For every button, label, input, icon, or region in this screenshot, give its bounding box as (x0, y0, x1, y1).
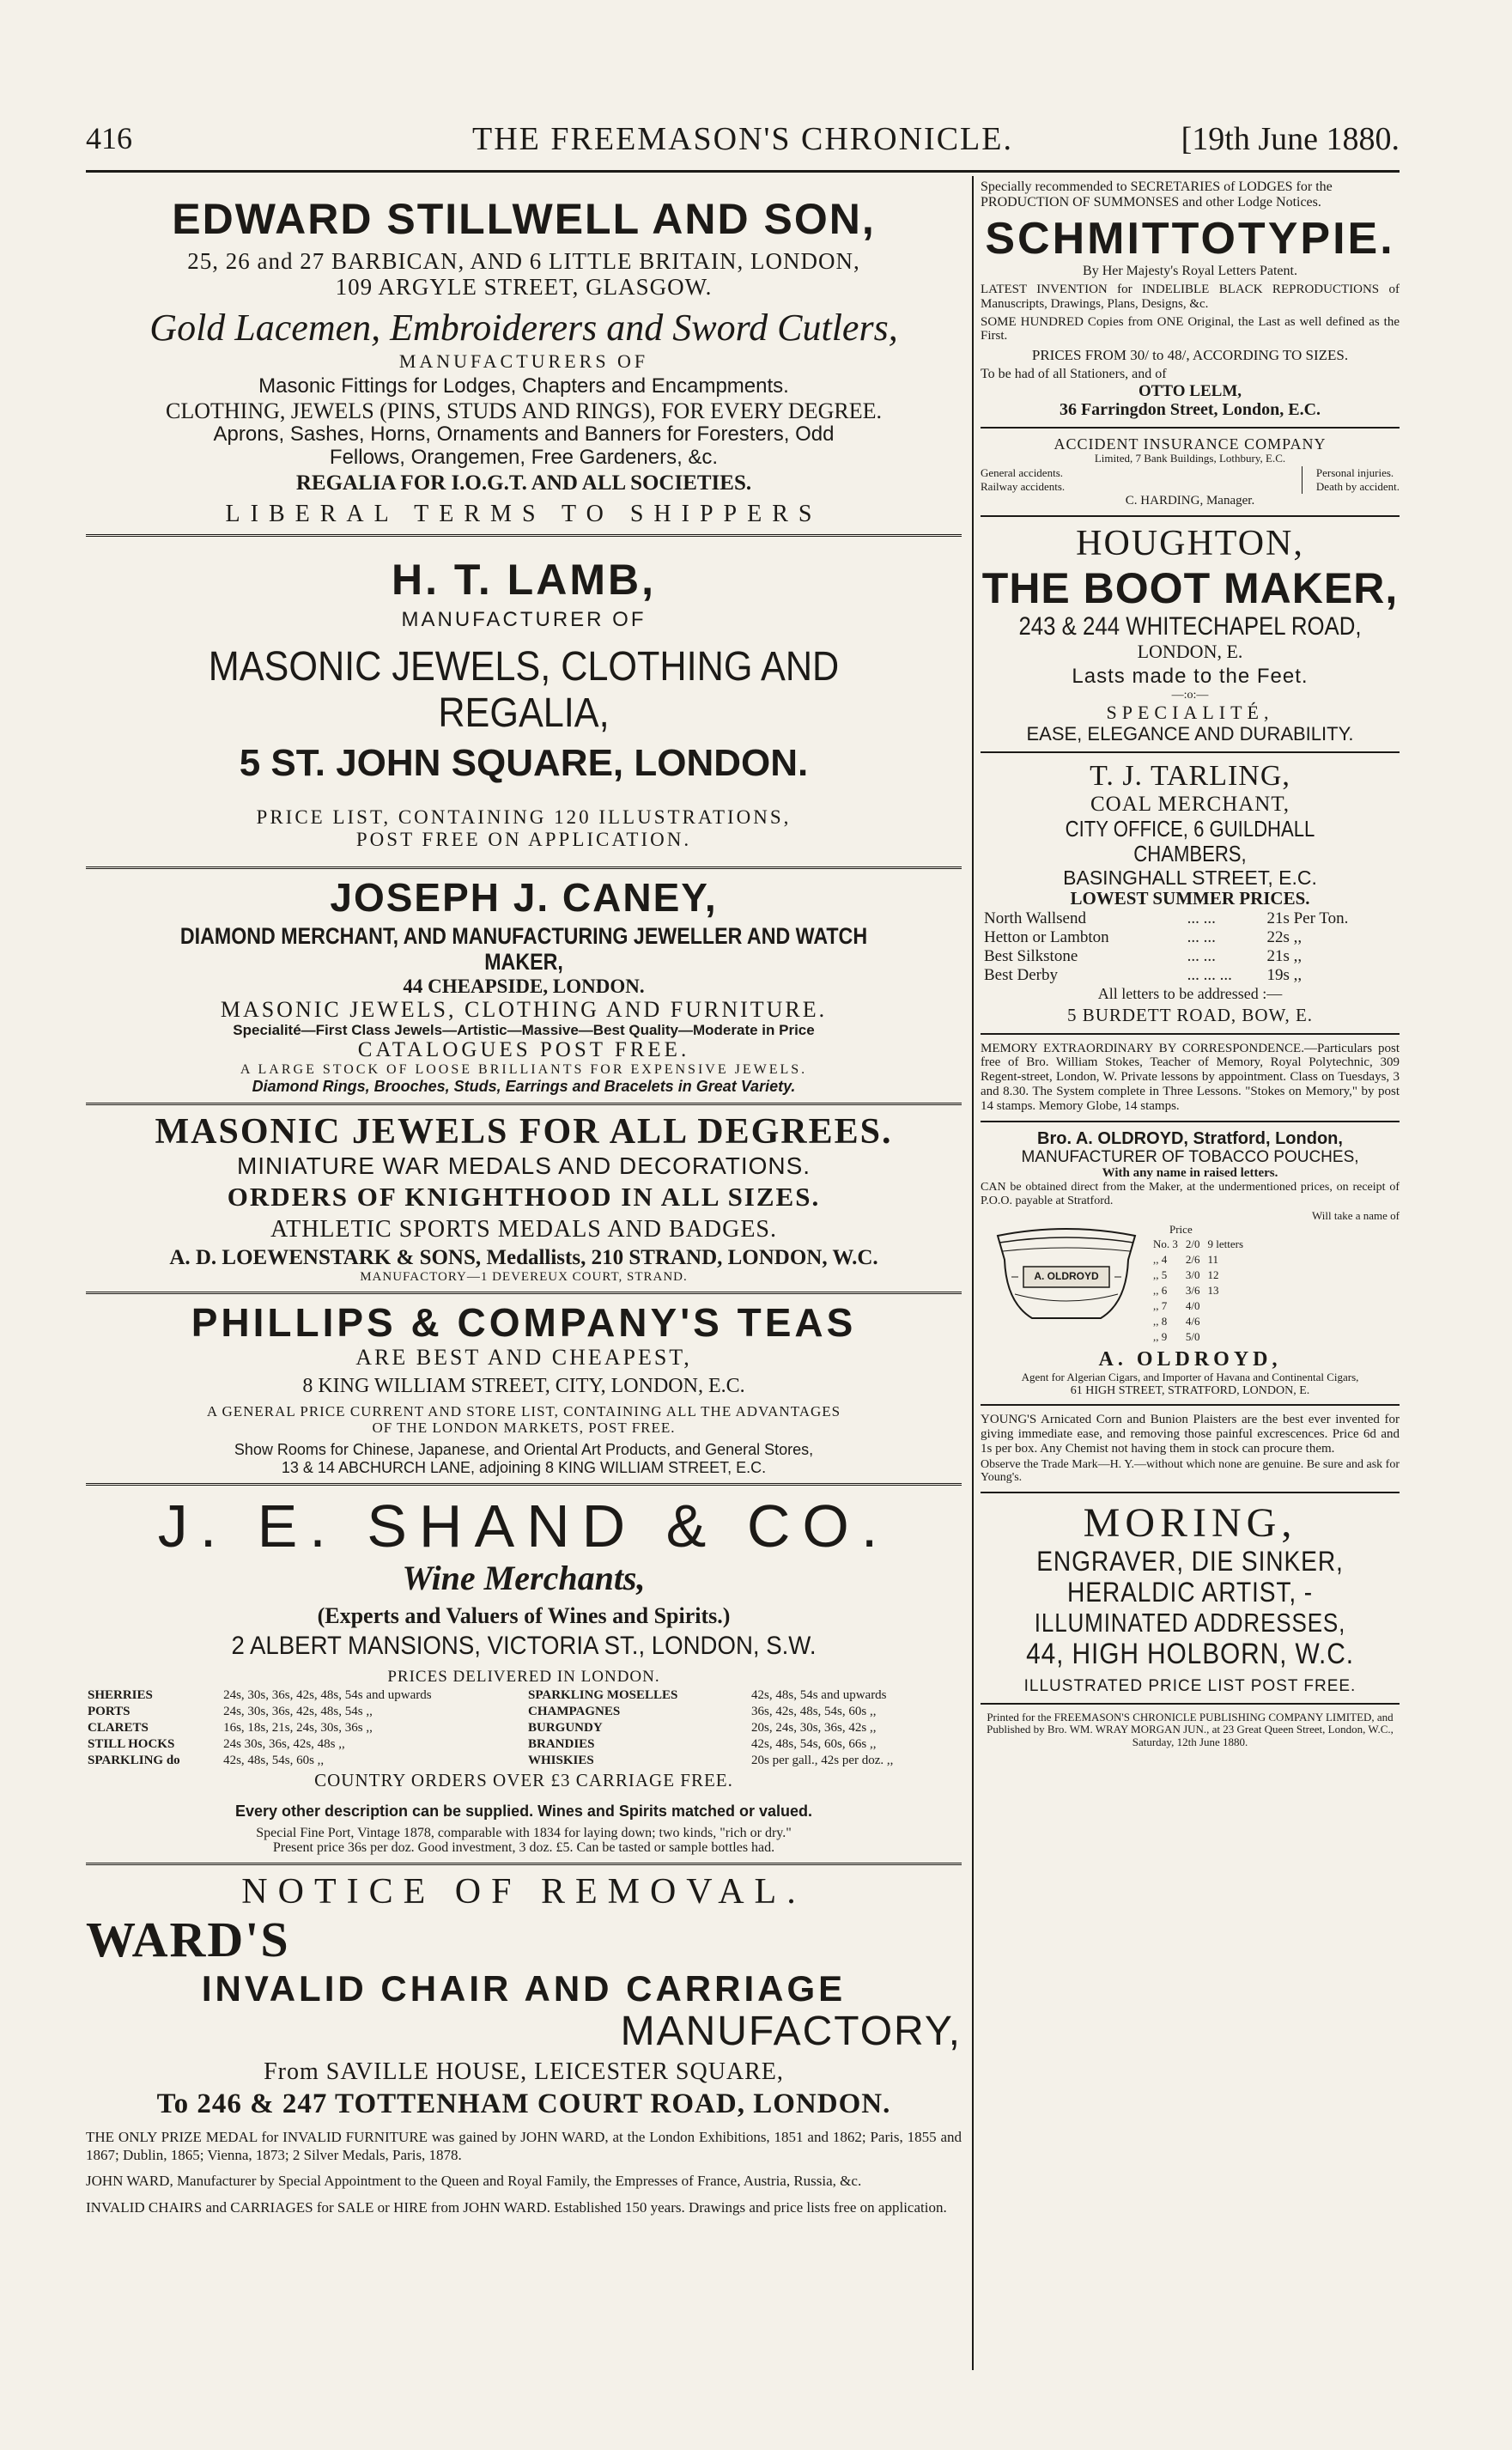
ward-para-1: THE ONLY PRIZE MEDAL for INVALID FURNITURE was gained by JOHN WARD, at the London Exhibitions, 1851 and 1862; Paris, 1855 and 1867; Dublin, 1865; Vienna, 1873; 2 Silver Medals, Paris, 1878. (86, 2129, 962, 2163)
accident-right-1: Personal injuries. (1315, 466, 1394, 480)
oldroyd-line-5: 61 HIGH STREET, STRATFORD, LONDON, E. (1070, 1383, 1310, 1397)
table-row: STILL HOCKS 24s 30s, 36s, 42s, 48s ,, (88, 1736, 345, 1751)
header-rule (86, 170, 1400, 173)
ad-oldroyd (981, 1129, 1400, 1398)
table-row: PORTS 24s, 30s, 36s, 42s, 48s, 54s ,, (88, 1704, 373, 1718)
loewenstark-line-6: MANUFACTORY—1 DEVEREUX COURT, STRAND. (360, 1270, 688, 1284)
oldroyd-name: A. OLDROYD, (1098, 1348, 1282, 1371)
table-row: BRANDIES 42s, 48s, 54s, 60s, 66s ,, (528, 1736, 877, 1751)
page-number: 416 (86, 121, 132, 155)
shand-line-4: COUNTRY ORDERS OVER £3 CARRIAGE FREE. (314, 1769, 733, 1790)
shand-prices-right (526, 1687, 962, 1769)
oldroyd-line-4: Agent for Algerian Cigars, and Importer of Havana and Continental Cigars, (1021, 1371, 1359, 1384)
accident-line-2: Limited, 7 Bank Buildings, Lothbury, E.C. (1094, 451, 1286, 465)
divider (981, 751, 1400, 753)
shand-name: J. E. SHAND & CO. (157, 1492, 890, 1559)
phillips-line-7: 13 & 14 ABCHURCH LANE, adjoining 8 KING WILLIAM STREET, E.C. (281, 1458, 767, 1476)
table-row: CLARETS 16s, 18s, 21s, 24s, 30s, 36s ,, (88, 1720, 373, 1735)
table-row: ,, 7 4/0 (1153, 1299, 1200, 1313)
phillips-line-5: OF THE LONDON MARKETS, POST FREE. (372, 1420, 676, 1437)
ward-line-2: MANUFACTORY, (620, 2009, 962, 2055)
houghton-line-4: Lasts made to the Feet. (1072, 665, 1309, 689)
ad-ward (86, 1872, 962, 2216)
oldroyd-para: CAN be obtained direct from the Maker, at the undermentioned prices, on receipt of P.O.O. payable at Stratford. (981, 1180, 1400, 1207)
schmittotypie-line-3: PRICES FROM 30/ to 48/, ACCORDING TO SIZES. (1031, 347, 1349, 364)
moring-line-5: ILLUSTRATED PRICE LIST POST FREE. (1023, 1677, 1357, 1696)
moring-line-2: HERALDIC ARTIST, - (1066, 1576, 1314, 1608)
ad-young (981, 1413, 1400, 1485)
issue-date: [19th June 1880. (1181, 121, 1400, 157)
stillwell-name: EDWARD STILLWELL AND SON, (172, 195, 876, 243)
phillips-line-6: Show Rooms for Chinese, Japanese, and Oriental Art Products, and General Stores, (234, 1441, 814, 1459)
column-rule (972, 176, 974, 2370)
young-line-1: Observe the Trade Mark—H. Y.—without which none are genuine. Be sure and ask for Young's. (981, 1457, 1400, 1485)
oldroyd-pricing (981, 1209, 1400, 1345)
table-row: North Wallsend ... ... 21s Per Ton. (984, 909, 1349, 927)
loewenstark-line-3: ORDERS OF KNIGHTHOOD IN ALL SIZES. (227, 1181, 821, 1212)
oldroyd-line-1: Bro. A. OLDROYD, Stratford, London, (1037, 1128, 1343, 1148)
ad-moring (981, 1500, 1400, 1695)
caney-line-3: MASONIC JEWELS, CLOTHING AND FURNITURE. (220, 997, 828, 1023)
houghton-name: HOUGHTON, (1076, 524, 1304, 564)
phillips-line-2: ARE BEST AND CHEAPEST, (355, 1345, 692, 1371)
imprint-para: Printed for the FREEMASON'S CHRONICLE PUBLISHING COMPANY LIMITED, and Published by Bro. WM. WRAY MORGAN JUN., at 23 Great Queen Street, London, W.C., Saturday, 12th June 1880. (987, 1710, 1394, 1748)
table-row: BURGUNDY 20s, 24s, 30s, 36s, 42s ,, (528, 1720, 877, 1735)
imprint (981, 1711, 1400, 1749)
tobacco-pouch-illustration (981, 1225, 1152, 1328)
houghton-line-1: THE BOOT MAKER, (981, 564, 1399, 613)
shand-prices-left (86, 1687, 521, 1769)
caney-line-4: Specialité—First Class Jewels—Artistic—Massive—Best Quality—Moderate in Price (233, 1022, 815, 1039)
schmittotypie-line-1: Specially recommended to SECRETARIES of LODGES for the PRODUCTION OF SUMMONSES and other Lodge Notices. (981, 179, 1333, 210)
table-row: ,, 5 3/0 12 (1153, 1268, 1219, 1282)
ad-phillips (86, 1301, 962, 1476)
ad-accident (981, 435, 1400, 509)
oldroyd-price-table (1152, 1237, 1244, 1345)
table-row: SPARKLING MOSELLES 42s, 48s, 54s and upwards (528, 1687, 887, 1702)
ad-houghton (981, 524, 1400, 745)
houghton-line-5: SPECIALITÉ, (1106, 702, 1274, 724)
schmittotypie-line-5: OTTO LELM, (1138, 382, 1242, 401)
ad-caney (86, 876, 962, 1096)
accident-line-1: ACCIDENT INSURANCE COMPANY (1054, 435, 1327, 453)
caney-name: JOSEPH J. CANEY, (330, 874, 718, 920)
shand-price-tables (86, 1687, 962, 1769)
table-row: ,, 8 4/6 (1153, 1315, 1200, 1328)
memory-para: MEMORY EXTRAORDINARY BY CORRESPONDENCE.—Particulars post free of Bro. William Stokes, Teacher of Memory, Royal Polytechnic, 309 Regent-street, London, W. Private lessons by appointment. Class on Tuesdays, 3 and 8.30. The System complete in Three Lessons. "Stokes on Memory," by post 14 stamps. Memory Globe, 14 stamps. (981, 1041, 1400, 1113)
ward-para-2: JOHN WARD, Manufacturer by Special Appointment to the Queen and Royal Family, the Empresses of France, Austria, Russia, &c. (86, 2173, 862, 2190)
divider (86, 1292, 962, 1294)
stillwell-line-6: LIBERAL TERMS TO SHIPPERS (225, 501, 823, 528)
accident-left-1: General accidents. (981, 466, 1064, 480)
pouch-label: A. OLDROYD (1034, 1270, 1099, 1283)
table-row: WHISKIES 20s per gall., 42s per doz. ,, (528, 1753, 894, 1767)
divider (86, 1483, 962, 1486)
moring-line-4: 44, HIGH HOLBORN, W.C. (1026, 1638, 1354, 1671)
accident-columns (981, 466, 1400, 494)
shand-line-1: (Experts and Valuers of Wines and Spirits.) (317, 1602, 731, 1628)
divider (86, 866, 962, 869)
oldroyd-price-head: Price (1169, 1223, 1193, 1237)
divider (981, 1404, 1400, 1406)
moring-line-1: ENGRAVER, DIE SINKER, (1036, 1545, 1344, 1577)
divider (981, 1703, 1400, 1705)
stillwell-line-4: Fellows, Orangemen, Free Gardeners, &c. (329, 446, 719, 470)
houghton-sep: —:o:— (1171, 689, 1209, 702)
shand-line-5: Every other description can be supplied. Wines and Spirits matched or valued. (234, 1803, 812, 1821)
divider (86, 1863, 962, 1865)
oldroyd-line-2: MANUFACTURER OF TOBACCO POUCHES, (1021, 1147, 1359, 1166)
caney-line-7: Diamond Rings, Brooches, Studs, Earrings and Bracelets in Great Variety. (252, 1078, 796, 1096)
shand-line-2: 2 ALBERT MANSIONS, VICTORIA ST., LONDON, S.W. (231, 1631, 817, 1660)
lamb-line-4: POST FREE ON APPLICATION. (355, 828, 692, 850)
schmittotypie-para-2: SOME HUNDRED Copies from ONE Original, the Last as well defined as the First. (981, 314, 1400, 343)
tarling-line-6: 5 BURDETT ROAD, BOW, E. (1066, 1005, 1314, 1025)
caney-line-2: 44 CHEAPSIDE, LONDON. (403, 975, 645, 997)
phillips-line-1: PHILLIPS & COMPANY'S TEAS (191, 1299, 857, 1345)
shand-line-7: Present price 36s per doz. Good investment, 3 doz. £5. Can be tasted or sample bottles had. (272, 1840, 775, 1856)
table-row: Best Derby ... ... ... 19s ,, (984, 965, 1303, 984)
divider (981, 1121, 1400, 1122)
stillwell-line-5: REGALIA FOR I.O.G.T. AND ALL SOCIETIES. (295, 471, 752, 495)
divider (981, 1492, 1400, 1493)
tarling-name: T. J. TARLING, (1090, 760, 1290, 793)
left-column (86, 176, 962, 2368)
tarling-line-4: LOWEST SUMMER PRICES. (1070, 888, 1310, 909)
lamb-name: H. T. LAMB, (392, 556, 656, 605)
table-row: SHERRIES 24s, 30s, 36s, 42s, 48s, 54s and upwards (88, 1687, 432, 1702)
tarling-line-3: BASINGHALL STREET, E.C. (1063, 866, 1317, 889)
accident-right-2: Death by accident. (1315, 480, 1400, 494)
phillips-line-4: A GENERAL PRICE CURRENT AND STORE LIST, CONTAINING ALL THE ADVANTAGES (206, 1403, 841, 1420)
divider (86, 1103, 962, 1105)
tarling-price-table (981, 909, 1400, 985)
ward-line-4: To 246 & 247 TOTTENHAM COURT ROAD, LONDON. (156, 2088, 891, 2120)
houghton-line-3: LONDON, E. (1137, 640, 1243, 662)
tarling-line-1: COAL MERCHANT, (1090, 793, 1290, 817)
young-para: YOUNG'S Arnicated Corn and Bunion Plaisters are the best ever invented for giving immediate ease, and removing those painful excrescences. Price 6d and 1s per box. Any Chemist not having them in stock can procure them. (981, 1413, 1400, 1456)
ward-line-3: From SAVILLE HOUSE, LEICESTER SQUARE, (264, 2058, 784, 2086)
stillwell-manufacturers: MANUFACTURERS OF (398, 350, 649, 372)
stillwell-line-3: Aprons, Sashes, Horns, Ornaments and Banners for Foresters, Odd (213, 423, 835, 447)
stillwell-line-2: CLOTHING, JEWELS (PINS, STUDS AND RINGS), FOR EVERY DEGREE. (166, 398, 882, 424)
table-row: ,, 4 2/6 11 (1153, 1253, 1219, 1267)
ward-para-3: INVALID CHAIRS and CARRIAGES for SALE or HIRE from JOHN WARD. Established 150 years. Drawings and price lists free on application. (86, 2198, 947, 2216)
table-row: No. 3 2/0 9 letters (1153, 1237, 1244, 1251)
loewenstark-line-1: MASONIC JEWELS FOR ALL DEGREES. (155, 1111, 893, 1152)
caney-line-5: CATALOGUES POST FREE. (357, 1038, 690, 1062)
publication-title: THE FREEMASON'S CHRONICLE. (472, 121, 1013, 157)
stillwell-line-1: Masonic Fittings for Lodges, Chapters and Encampments. (258, 374, 789, 398)
schmittotypie-para-1: LATEST INVENTION for INDELIBLE BLACK REPRODUCTIONS of Manuscripts, Drawings, Plans, Designs, &c. (981, 282, 1400, 311)
table-row: ,, 9 5/0 (1153, 1330, 1200, 1344)
shand-line-6: Special Fine Port, Vintage 1878, comparable with 1834 for laying down; two kinds, "rich or dry." (256, 1825, 792, 1840)
oldroyd-price-list (1152, 1209, 1400, 1345)
shand-line-3: PRICES DELIVERED IN LONDON. (387, 1667, 660, 1686)
stillwell-trades: Gold Lacemen, Embroiderers and Sword Cutlers, (149, 307, 898, 350)
divider (981, 515, 1400, 517)
schmittotypie-line-2: By Her Majesty's Royal Letters Patent. (1083, 264, 1297, 279)
tarling-line-5: All letters to be addressed :— (1097, 984, 1283, 1002)
table-row: CHAMPAGNES 36s, 42s, 48s, 54s, 60s ,, (528, 1704, 877, 1718)
ad-stillwell (86, 195, 962, 527)
ad-loewenstark (86, 1112, 962, 1285)
schmittotypie-line-6: 36 Farringdon Street, London, E.C. (1059, 400, 1321, 420)
table-row: Hetton or Lambton ... ... 22s ,, (984, 927, 1303, 946)
houghton-line-2: 243 & 244 WHITECHAPEL ROAD, (1018, 612, 1362, 641)
lamb-line-2: 5 ST. JOHN SQUARE, LONDON. (239, 741, 809, 784)
divider (981, 1033, 1400, 1035)
ad-lamb (86, 556, 962, 850)
ad-memory (981, 1042, 1400, 1114)
right-column (981, 176, 1400, 2368)
loewenstark-line-5: A. D. LOEWENSTARK & SONS, Medallists, 210 STRAND, LONDON, W.C. (169, 1246, 878, 1269)
lamb-line-3: PRICE LIST, CONTAINING 120 ILLUSTRATIONS, (256, 806, 792, 829)
caney-line-6: A LARGE STOCK OF LOOSE BRILLIANTS FOR EXPENSIVE JEWELS. (240, 1062, 808, 1078)
table-row: ,, 6 3/6 13 (1153, 1284, 1219, 1298)
loewenstark-line-4: ATHLETIC SPORTS MEDALS AND BADGES. (270, 1215, 778, 1243)
ward-line-1: INVALID CHAIR AND CARRIAGE (201, 1968, 847, 2009)
houghton-line-6: EASE, ELEGANCE AND DURABILITY. (1026, 722, 1354, 745)
moring-line-3: ILLUMINATED ADDRESSES, (1034, 1607, 1346, 1638)
lamb-sub: MANUFACTURER OF (401, 608, 647, 632)
shand-trade: Wine Merchants, (402, 1559, 646, 1598)
ward-notice: NOTICE OF REMOVAL. (241, 1872, 806, 1912)
tarling-line-2: CITY OFFICE, 6 GUILDHALL CHAMBERS, (1065, 816, 1315, 867)
divider (86, 534, 962, 537)
caney-line-1: DIAMOND MERCHANT, AND MANUFACTURING JEWELLER AND WATCH MAKER, (179, 923, 868, 976)
oldroyd-line-3: With any name in raised letters. (1102, 1166, 1278, 1181)
ward-name: WARD'S (86, 1912, 290, 1968)
schmittotypie-line-4: To be had of all Stationers, and of (981, 367, 1167, 382)
ad-tarling (981, 760, 1400, 1025)
accident-line-3: C. HARDING, Manager. (1125, 494, 1255, 508)
moring-name: MORING, (1083, 1500, 1297, 1547)
loewenstark-line-2: MINIATURE WAR MEDALS AND DECORATIONS. (236, 1152, 811, 1179)
table-row: SPARKLING do 42s, 48s, 54s, 60s ,, (88, 1753, 325, 1767)
stillwell-address-2: 109 ARGYLE STREET, GLASGOW. (335, 274, 713, 301)
phillips-line-3: 8 KING WILLIAM STREET, CITY, LONDON, E.C. (302, 1375, 745, 1398)
schmittotypie-name: SCHMITTOTYPIE. (985, 213, 1395, 264)
table-row: Best Silkstone ... ... 21s ,, (984, 946, 1303, 965)
stillwell-address-1: 25, 26 and 27 BARBICAN, AND 6 LITTLE BRITAIN, LONDON, (187, 248, 860, 274)
lamb-line-1: MASONIC JEWELS, CLOTHING AND REGALIA, (208, 644, 840, 737)
divider (981, 427, 1400, 429)
ad-shand (86, 1492, 962, 1857)
ad-schmittotypie (981, 179, 1400, 420)
oldroyd-note: Will take a name of (1312, 1209, 1400, 1223)
page-header (86, 120, 1400, 165)
accident-left-2: Railway accidents. (981, 480, 1066, 494)
